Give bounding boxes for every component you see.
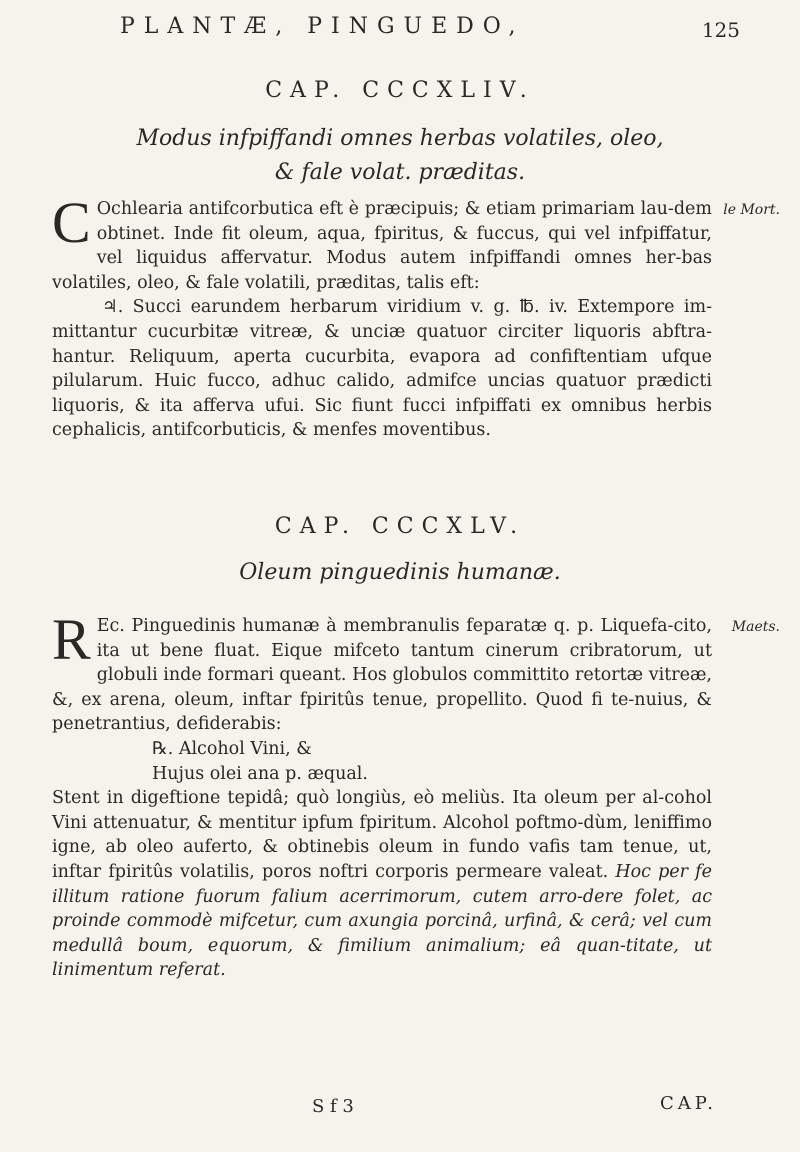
page-number: 125 — [701, 18, 740, 42]
chapter-heading-344: CAP. CCCXLIV. — [265, 78, 535, 103]
drop-cap: R — [52, 607, 91, 672]
margin-note-le-mort: le Mort. — [723, 202, 780, 218]
paragraph-text: Stent in digeftione tepidâ; quò longiùs, eò meliùs. Ita oleum per al-cohol Vini attenuatur, & mentitur ipfum fpiritum. Alcohol poftmo-dùm, leniffimo igne, ab oleo auferto, & obtinebis oleum in fundo vafis tam tenue, ut, inftar fpiritûs volatilis, poros noftri corporis permeare valeat. — [52, 788, 712, 882]
recipe-line-1: ℞. Alcohol Vini, & — [152, 738, 312, 759]
paragraph — [52, 607, 712, 737]
chapter-body-345 — [52, 607, 712, 983]
chapter-title-line-1: Modus infpiffandi omnes herbas volatiles, oleo, — [136, 126, 664, 151]
paragraph — [52, 786, 712, 983]
chapter-title-345: Oleum pinguedinis humanæ. — [239, 560, 561, 585]
chapter-title-line-2: & fale volat. præditas. — [274, 160, 526, 185]
recipe-paragraph: ♃. Succi earundem herbarum viridium v. g. ℔. iv. Extempore im-mittantur cucurbitæ vitreæ, & unciæ quatuor circiter liquoris abftra-hantur. Reliquum, aperta cucurbita, evapora ad confiftentiam ufque pilularum. Huic fucco, adhuc calido, admifce uncias quatuor prædicti liquoris, & ita afferva ufui. Sic fiunt fucci infpiffati ex omnibus herbis cephalicis, antifcorbuticis, & menfes moventibus. — [52, 297, 712, 441]
drop-cap: C — [52, 190, 91, 255]
italic-note: Hoc per fe illitum ratione fuorum falium acerrimorum, cutem arro-dere folet, ac proinde commodè mifcetur, cum axungia porcinâ, urfinâ, & cerâ; vel cum medullâ boum, equorum, & fimilium animalium; eâ quan-titate, ut linimentum referat. — [52, 861, 712, 981]
chapter-title-344 — [90, 122, 710, 190]
paragraph — [52, 190, 712, 295]
recipe-line-2: Hujus olei ana p. æqual. — [152, 763, 368, 784]
chapter-body-344 — [52, 190, 712, 443]
catchword: CAP. — [660, 1093, 717, 1114]
margin-note-maets: Maets. — [731, 619, 780, 635]
paragraph-text: Ochlearia antifcorbutica eft è præcipuis; & etiam primariam lau-dem obtinet. Inde fit oleum, aqua, fpiritus, & fuccus, qui vel infpiffatur, vel liquidus affervatur. Modus autem infpiffandi omnes her-bas volatiles, oleo, & fale volatili, præditas, talis eft: — [52, 199, 712, 293]
running-head: PLANTÆ, PINGUEDO, — [120, 14, 525, 39]
signature-mark: S f 3 — [312, 1096, 354, 1117]
chapter-heading-345: CAP. CCCXLV. — [274, 514, 526, 539]
paragraph-text: Ec. Pinguedinis humanæ à membranulis feparatæ q. p. Liquefa-cito, ita ut bene fluat. Eique mifceto tantum cinerum cribratorum, ut globuli inde formari queant. Hos globulos committito retortæ vitreæ, &, ex arena, oleum, inftar fpiritûs tenue, propellito. Quod fi te-nuius, & penetrantius, defiderabis: — [52, 616, 712, 735]
